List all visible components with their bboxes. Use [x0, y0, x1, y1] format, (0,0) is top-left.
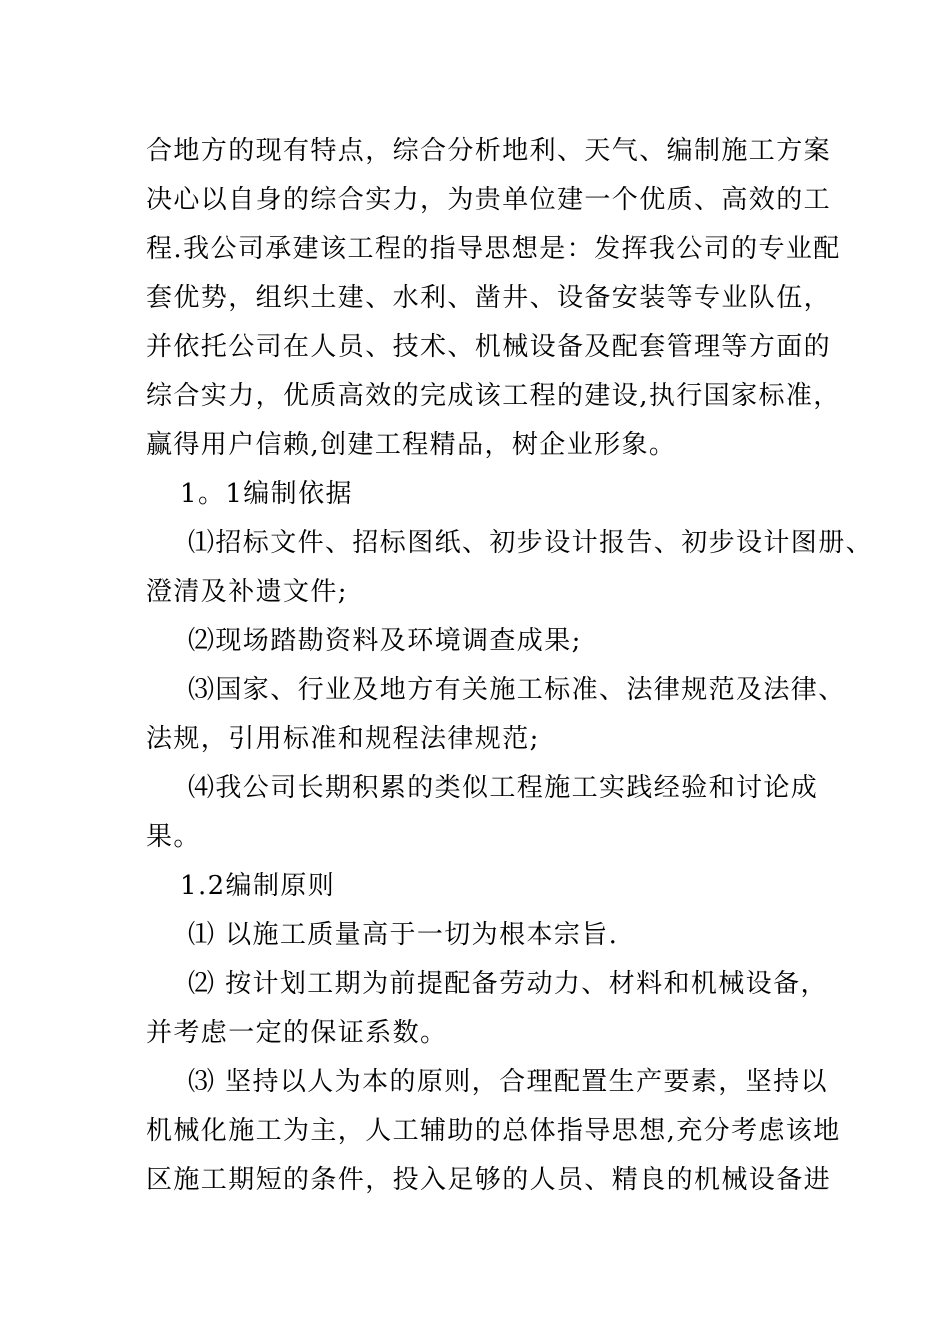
- intro-line: 赢得用户信赖,创建工程精品，树企业形象。: [146, 430, 677, 460]
- principle-item-2-cont: 并考虑一定的保证系数。: [146, 1018, 448, 1048]
- principle-item-3: ⑶ 坚持以人为本的原则，合理配置生产要素，坚持以: [188, 1067, 828, 1097]
- principle-item-3-cont: 机械化施工为主，人工辅助的总体指导思想,充分考虑该地: [146, 1116, 841, 1146]
- intro-line: 套优势，组织土建、水利、凿井、设备安装等专业队伍，: [146, 283, 832, 313]
- basis-item-1: ⑴招标文件、招标图纸、初步设计报告、初步设计图册、: [188, 528, 874, 558]
- intro-line: 合地方的现有特点，综合分析地利、天气、编制施工方案: [146, 136, 832, 166]
- basis-item-4-cont: 果。: [146, 822, 201, 852]
- basis-item-3-cont: 法规，引用标准和规程法律规范;: [146, 724, 540, 754]
- basis-item-4: ⑷我公司长期积累的类似工程施工实践经验和讨论成: [188, 773, 819, 803]
- principle-item-2: ⑵ 按计划工期为前提配备劳动力、材料和机械设备，: [188, 969, 828, 999]
- section-heading-basis: 1。1编制依据: [180, 479, 353, 509]
- intro-line: 综合实力，优质高效的完成该工程的建设,执行国家标准，: [146, 381, 841, 411]
- basis-item-2: ⑵现场踏勘资料及环境调查成果;: [188, 626, 582, 656]
- principle-item-3-cont: 区施工期短的条件，投入足够的人员、精良的机械设备进: [146, 1165, 832, 1195]
- basis-item-1-cont: 澄清及补遗文件;: [146, 577, 348, 607]
- intro-line: 程.我公司承建该工程的指导思想是：发挥我公司的专业配: [146, 234, 841, 264]
- intro-line: 决心以自身的综合实力，为贵单位建一个优质、高效的工: [146, 185, 832, 215]
- intro-line: 并依托公司在人员、技术、机械设备及配套管理等方面的: [146, 332, 832, 362]
- document-body: [146, 127, 874, 1205]
- basis-item-3: ⑶国家、行业及地方有关施工标准、法律规范及法律、: [188, 675, 846, 705]
- section-heading-principles: 1.2编制原则: [180, 871, 336, 901]
- principle-item-1: ⑴ 以施工质量高于一切为根本宗旨.: [188, 920, 619, 950]
